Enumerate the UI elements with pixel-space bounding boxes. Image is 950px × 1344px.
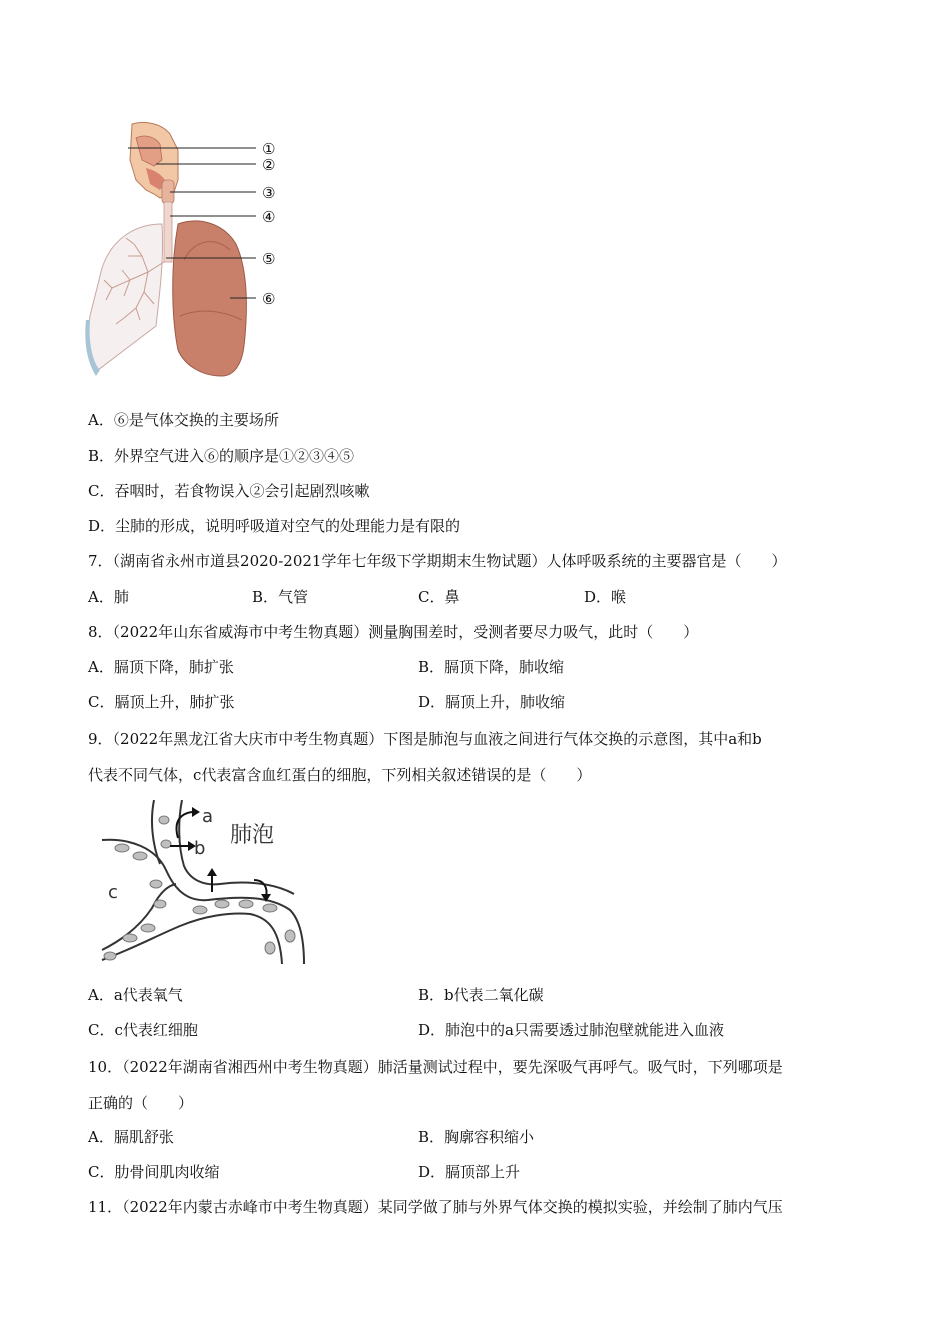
label-a: a [202,806,214,827]
q6-option-b: B．外界空气进入⑥的顺序是①②③④⑤ [88,447,355,465]
q9-stem-line2: 代表不同气体，c代表富含血红蛋白的细胞，下列相关叙述错误的是（ ） [88,766,592,784]
label-c: c [108,882,118,903]
q10-option-d: D．膈顶部上升 [418,1163,521,1181]
q8-option-c: C．膈顶上升，肺扩张 [88,693,235,711]
label-1: ① [262,140,276,158]
q8-option-b: B．膈顶下降，肺收缩 [418,658,565,676]
q7-stem: 7．（湖南省永州市道县2020-2021学年七年级下学期期末生物试题）人体呼吸系统的主要器官是（ ） [88,552,787,570]
q10-option-a: A．膈肌舒张 [88,1128,174,1146]
q8-option-d: D．膈顶上升，肺收缩 [418,693,566,711]
q8-option-a: A．膈顶下降，肺扩张 [88,658,234,676]
q9-option-a: A．a代表氧气 [88,986,183,1004]
q9-option-c: C．c代表红细胞 [88,1021,198,1039]
q7-option-c: C．鼻 [418,588,460,606]
label-2: ② [262,156,276,174]
label-b: b [194,838,206,859]
label-4: ④ [262,208,276,226]
label-alveolus: 肺泡 [230,823,275,848]
alveolus-gas-exchange-figure [100,800,310,966]
q6-option-c: C．吞咽时，若食物误入②会引起剧烈咳嗽 [88,482,370,500]
label-3: ③ [262,184,276,202]
q7-option-b: B．气管 [252,588,309,606]
q10-stem-line1: 10．（2022年湖南省湘西州中考生物真题）肺活量测试过程中，要先深吸气再呼气。吸气时，下列哪项是 [88,1058,783,1076]
q7-option-d: D．喉 [584,588,627,606]
q10-option-b: B．胸廓容积缩小 [418,1128,535,1146]
q7-option-a: A．肺 [88,588,129,606]
q9-option-b: B．b代表二氧化碳 [418,986,544,1004]
q10-stem-line2: 正确的（ ） [88,1094,194,1112]
q6-option-d: D．尘肺的形成，说明呼吸道对空气的处理能力是有限的 [88,517,461,535]
q9-option-d: D．肺泡中的a只需要透过肺泡壁就能进入血液 [418,1021,724,1039]
label-5: ⑤ [262,250,276,268]
label-6: ⑥ [262,290,276,308]
q10-option-c: C．肋骨间肌肉收缩 [88,1163,220,1181]
q8-stem: 8．（2022年山东省威海市中考生物真题）测量胸围差时，受测者要尽力吸气，此时（ ） [88,623,699,641]
q11-stem-line1: 11．（2022年内蒙古赤峰市中考生物真题）某同学做了肺与外界气体交换的模拟实验，并绘制了肺内气压 [88,1198,783,1216]
q6-option-a: A．⑥是气体交换的主要场所 [88,411,279,429]
q9-stem-line1: 9．（2022年黑龙江省大庆市中考生物真题）下图是肺泡与血液之间进行气体交换的示意图，其中a和b [88,730,762,748]
left-lung [89,224,163,370]
respiratory-system-figure [84,120,294,378]
